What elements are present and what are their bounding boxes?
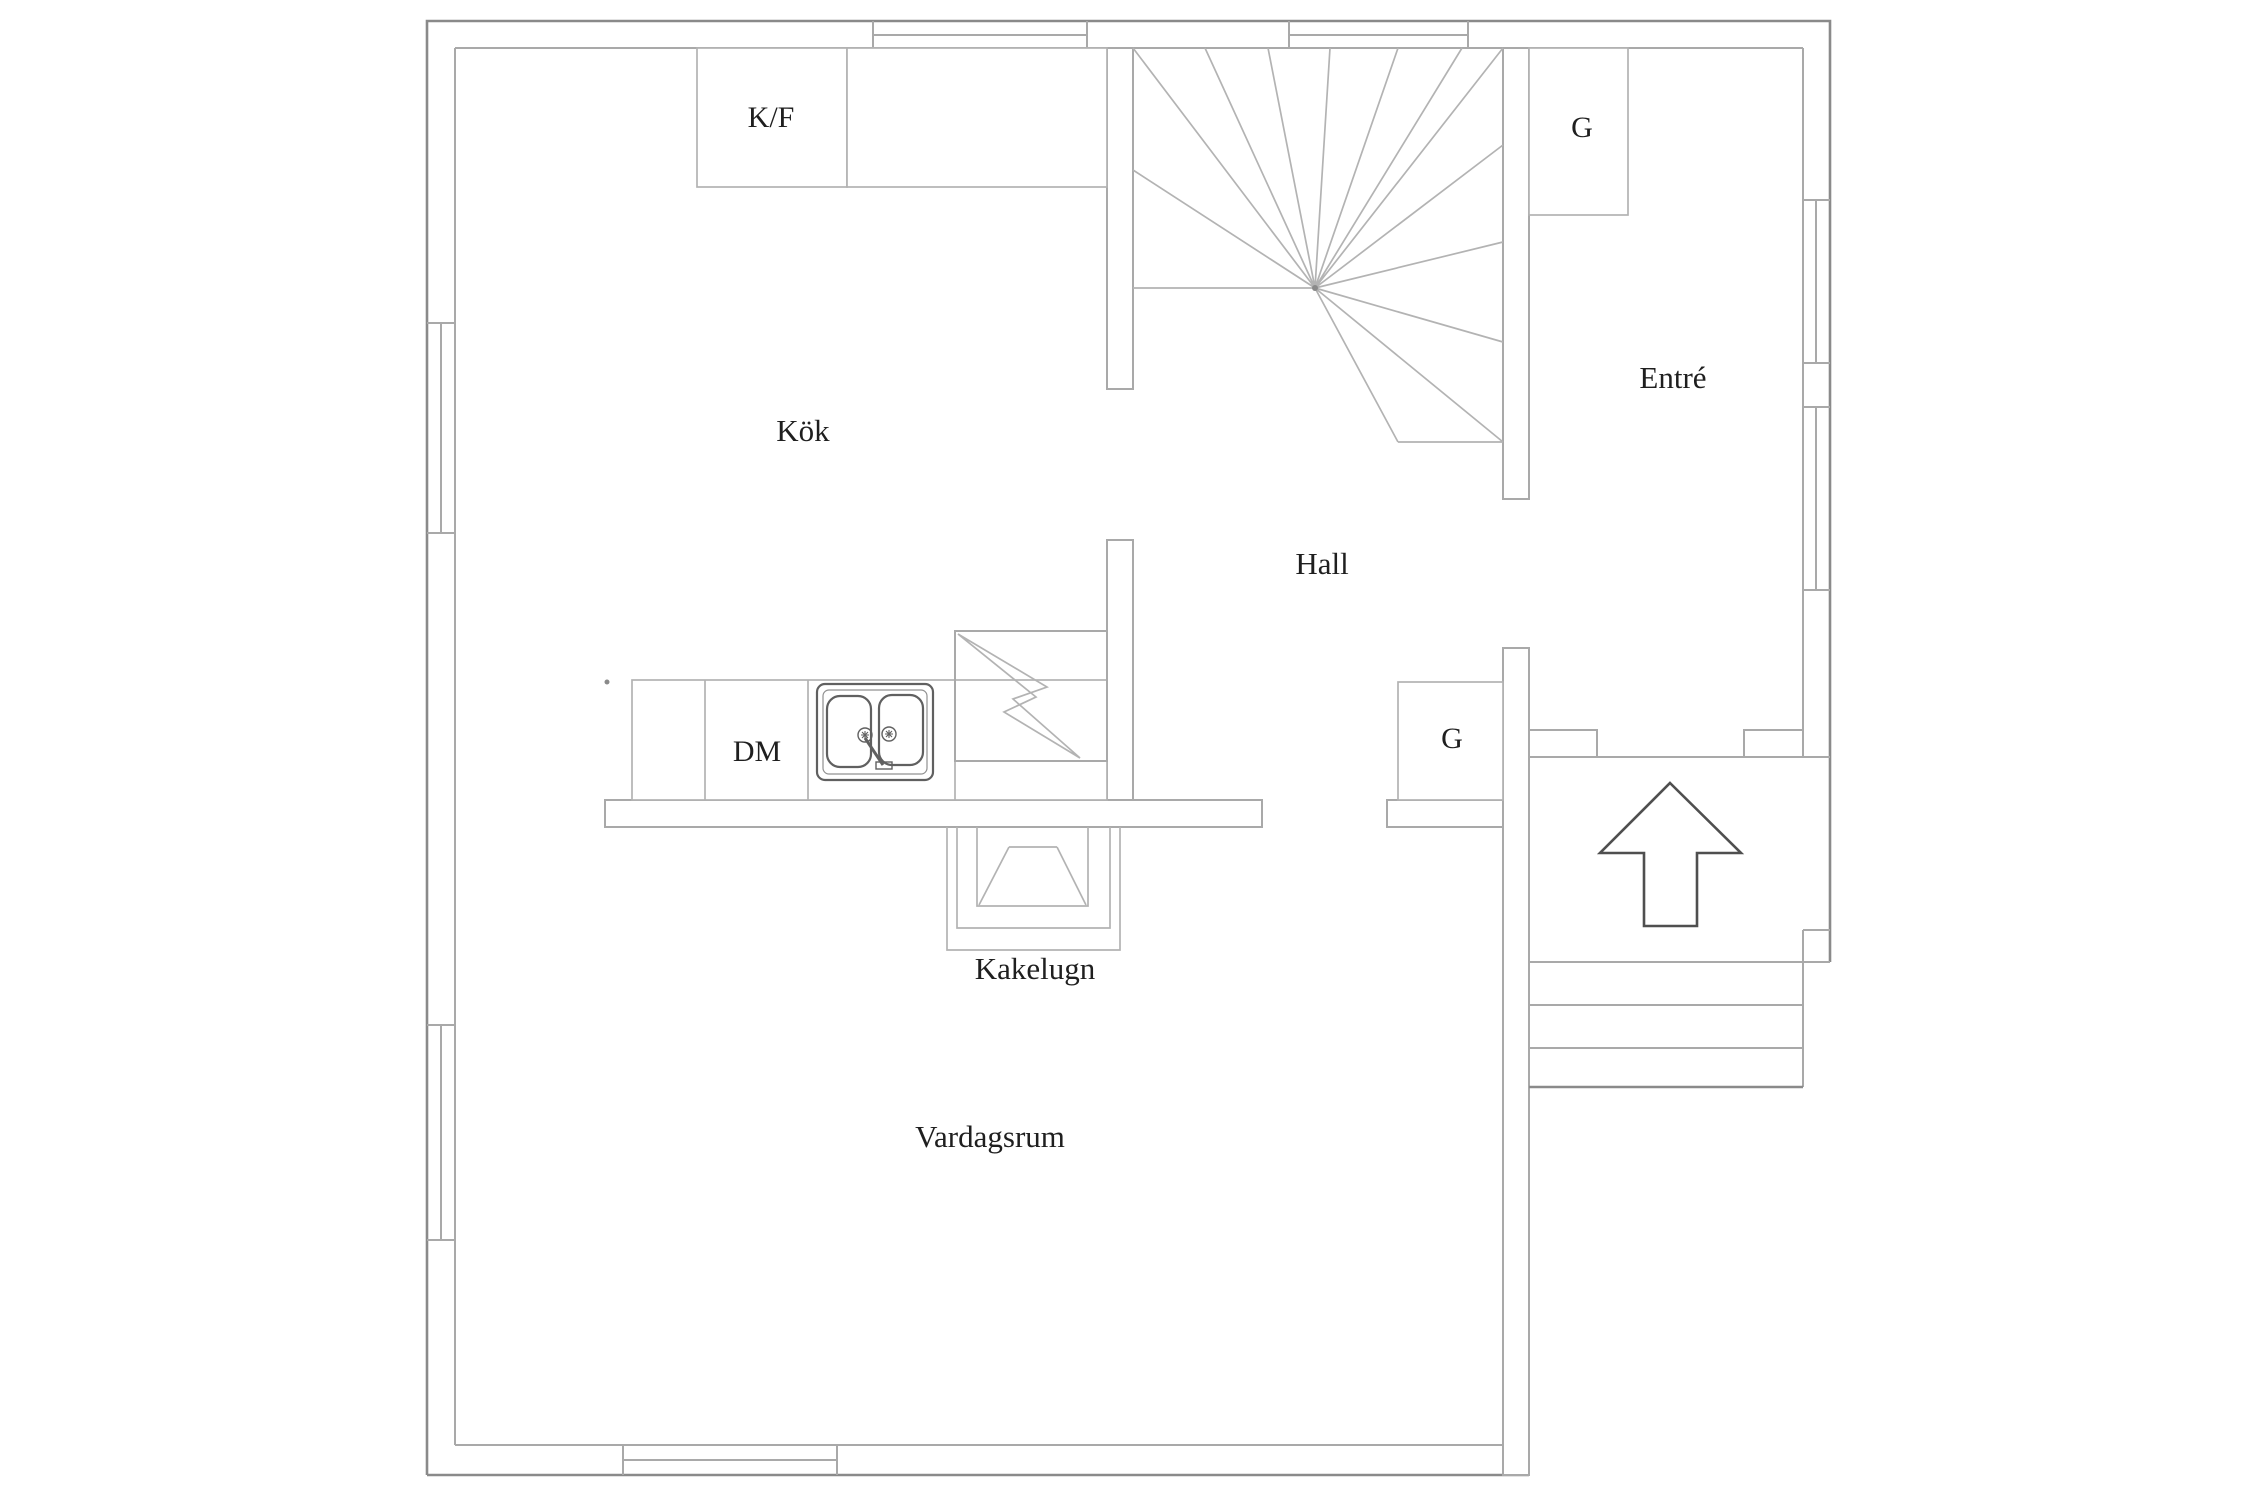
label-tiled-stove: Kakelugn <box>974 951 1096 986</box>
window-right-lower <box>1803 407 1830 590</box>
wall-kitchen-stair-lower <box>1107 540 1133 800</box>
stair-treads-upper <box>1133 48 1503 288</box>
label-wardrobe-hall: G <box>1441 722 1463 755</box>
window-top-kitchen <box>873 21 1087 48</box>
kakelugn-outer-shell <box>947 827 1120 950</box>
kakelugn-inner-shell <box>977 827 1088 906</box>
label-kitchen: Kök <box>776 413 830 448</box>
label-entry: Entré <box>1639 360 1707 395</box>
kakelugn-mid-shell <box>957 827 1110 928</box>
window-right-upper <box>1803 200 1830 363</box>
kitchen-fixtures <box>605 48 1108 800</box>
kakelugn-flue <box>979 847 1086 905</box>
label-living-room: Vardagsrum <box>915 1119 1065 1154</box>
wall-entry-south-left <box>1529 730 1597 757</box>
tiled-stove-icon <box>947 827 1120 950</box>
wall-livingroom-east <box>1503 648 1529 1475</box>
wall-stair-entry <box>1503 48 1529 499</box>
entrance-arrow-icon <box>1600 783 1741 926</box>
wall-kitchen-livingroom <box>605 800 1262 827</box>
wall-entry-south-right <box>1744 730 1803 757</box>
upper-counter <box>847 48 1107 187</box>
wall-hall-livingroom <box>1387 800 1503 827</box>
stair-treads-lower <box>1315 288 1503 442</box>
counter-end-dot <box>605 680 610 685</box>
stair-center-point <box>1312 285 1318 291</box>
room-labels <box>733 101 1707 1154</box>
label-wardrobe-entry: G <box>1571 111 1593 144</box>
wall-kitchen-stair-upper <box>1107 48 1133 389</box>
label-fridge-freezer: K/F <box>747 101 795 134</box>
window-bottom <box>623 1445 837 1475</box>
window-top-stairs <box>1289 21 1468 48</box>
exterior-steps-symbol <box>1529 962 1803 1087</box>
winder-staircase-icon <box>1133 48 1503 442</box>
label-dishwasher: DM <box>732 735 782 768</box>
window-left-upper <box>427 323 455 533</box>
window-left-lower <box>427 1025 455 1240</box>
entrance-porch <box>1529 757 1830 1087</box>
label-hall: Hall <box>1295 546 1349 581</box>
